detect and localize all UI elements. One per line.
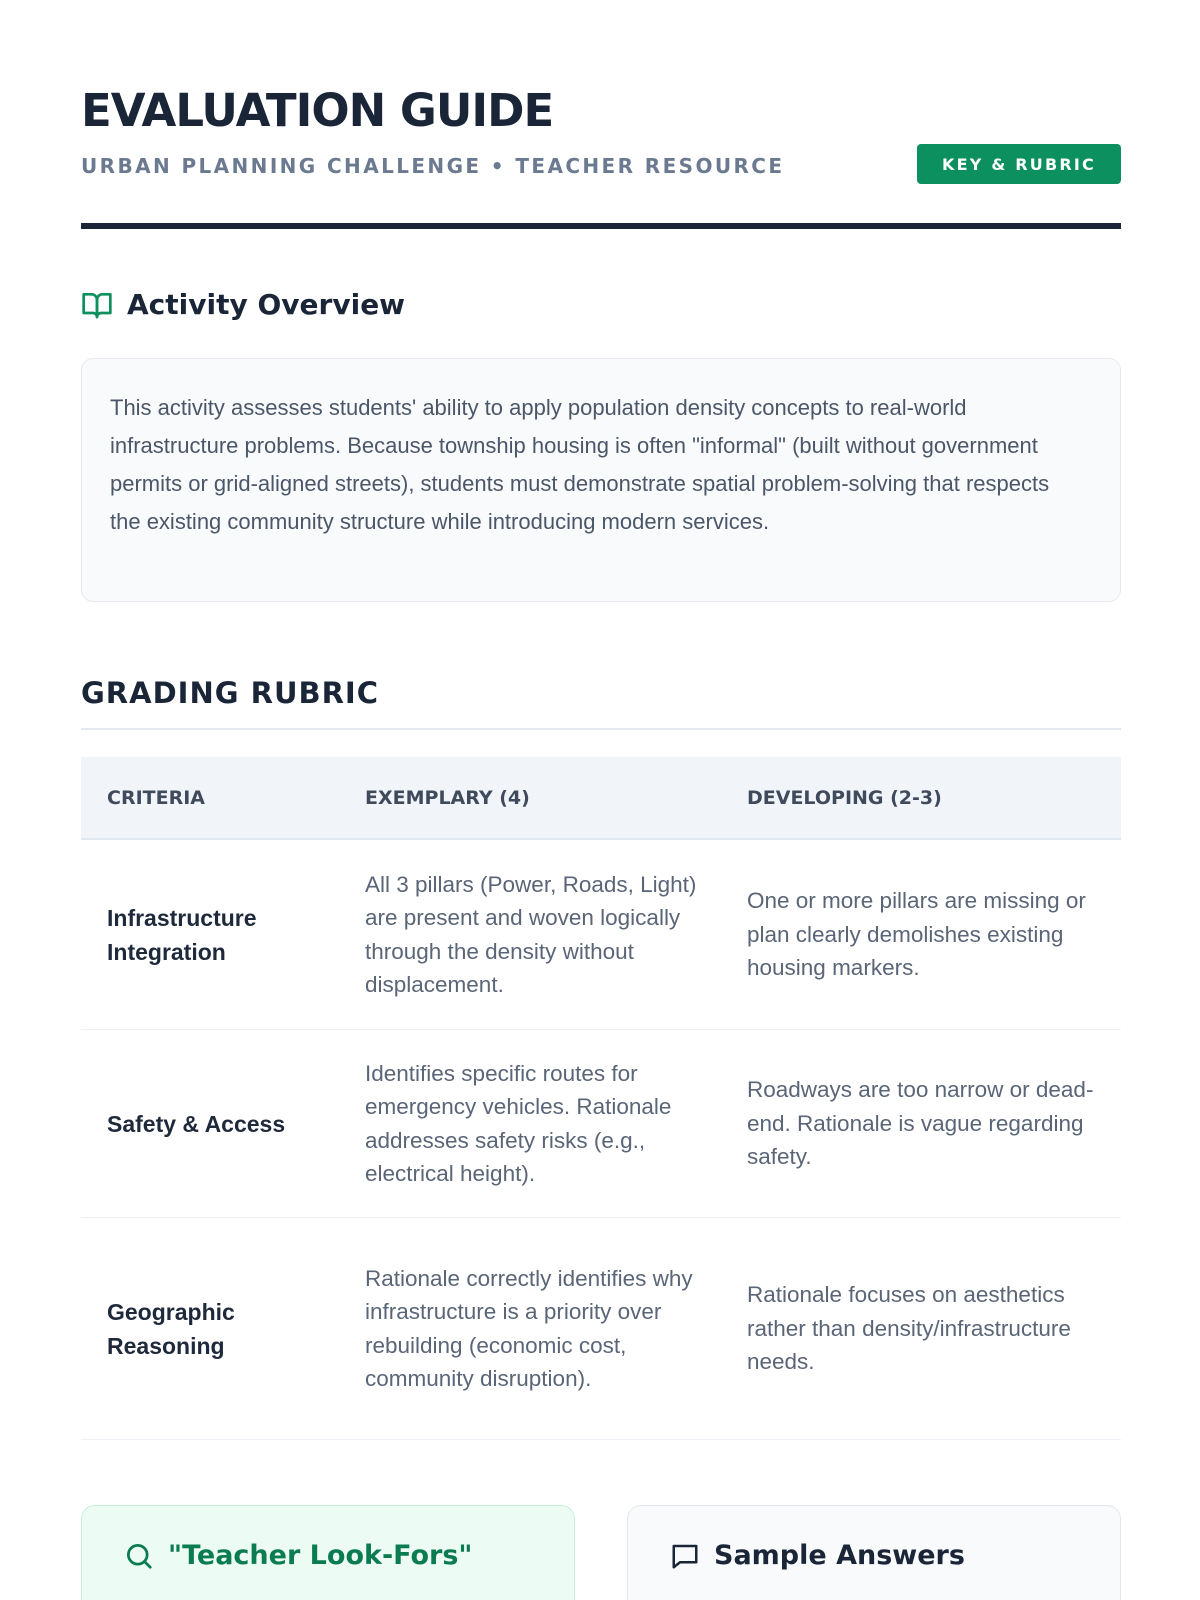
page-title: EVALUATION GUIDE <box>81 84 554 137</box>
header-divider <box>81 223 1121 229</box>
table-row <box>81 840 1121 1030</box>
activity-overview-title: Activity Overview <box>127 288 406 321</box>
book-open-icon <box>81 289 113 321</box>
column-header-developing: DEVELOPING (2-3) <box>747 786 942 809</box>
activity-overview-heading <box>81 288 405 321</box>
criteria-cell: Safety & Access <box>107 1110 286 1137</box>
criteria-cell: Infrastructure Integration <box>107 904 257 965</box>
page-subtitle: URBAN PLANNING CHALLENGE • TEACHER RESOURCE <box>81 154 785 178</box>
column-header-exemplary: EXEMPLARY (4) <box>365 786 530 809</box>
rubric-divider <box>81 728 1121 730</box>
evaluation-guide-page <box>81 0 1121 1600</box>
exemplary-cell: Rationale correctly identifies why infrastructure is a priority over rebuilding (economic cost, community disruption). <box>365 1265 693 1391</box>
developing-cell: Rationale focuses on aesthetics rather than density/infrastructure needs. <box>747 1282 1071 1375</box>
teacher-look-fors-card <box>81 1505 575 1600</box>
sample-answers-title: Sample Answers <box>714 1540 965 1571</box>
grading-rubric-title: GRADING RUBRIC <box>81 676 379 710</box>
developing-cell: Roadways are too narrow or dead-end. Rationale is vague regarding safety. <box>747 1077 1094 1170</box>
criteria-cell: Geographic Reasoning <box>107 1298 235 1359</box>
rubric-table-header <box>81 757 1121 840</box>
teacher-look-fors-title: "Teacher Look-Fors" <box>168 1540 473 1571</box>
sample-answers-card <box>627 1505 1121 1600</box>
sample-answers-heading <box>670 1540 965 1571</box>
exemplary-cell: All 3 pillars (Power, Roads, Light) are present and woven logically through the density without displacement. <box>365 871 697 997</box>
developing-cell: One or more pillars are missing or plan clearly demolishes existing housing markers. <box>747 888 1086 981</box>
teacher-look-fors-heading <box>124 1540 473 1571</box>
key-rubric-badge: KEY & RUBRIC <box>917 144 1121 184</box>
column-header-criteria: CRITERIA <box>107 786 205 809</box>
rubric-table <box>81 757 1121 1440</box>
message-square-icon <box>670 1541 700 1571</box>
table-row <box>81 1218 1121 1440</box>
table-row <box>81 1030 1121 1218</box>
activity-overview-box <box>81 358 1121 602</box>
search-icon <box>124 1541 154 1571</box>
exemplary-cell: Identifies specific routes for emergency vehicles. Rationale addresses safety risks (e.g., electrical height). <box>365 1060 672 1186</box>
activity-overview-text: This activity assesses students' ability to apply population density concepts to real-world infrastructure problems. Because township housing is often "informal" (built without government permits or grid-aligned streets), students must demonstrate spatial problem-solving that respects the existing community structure while introducing modern services. <box>110 395 1050 534</box>
